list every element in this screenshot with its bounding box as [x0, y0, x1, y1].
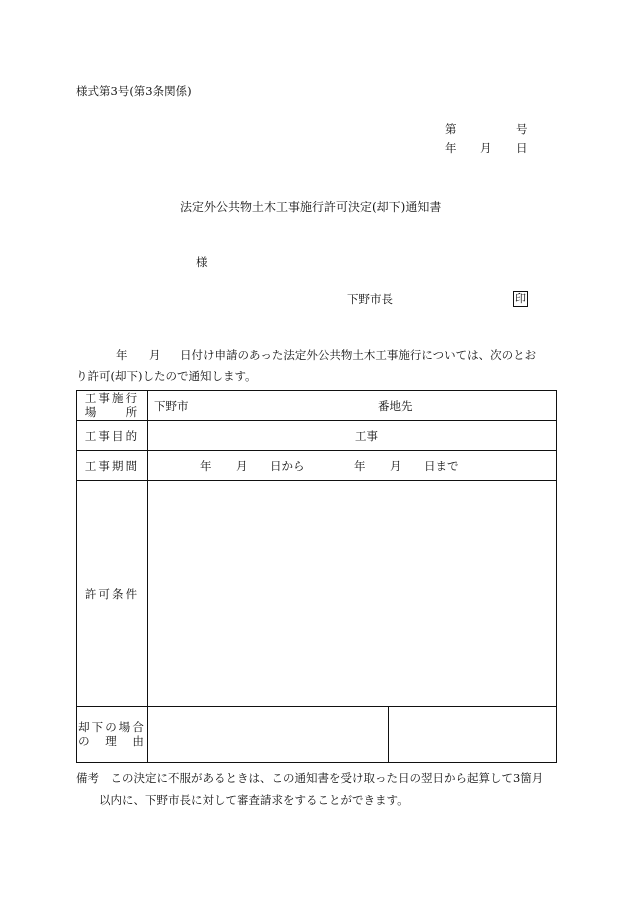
location-city: 下野市 — [154, 398, 189, 413]
permit-table — [76, 390, 557, 763]
location-label — [77, 391, 148, 421]
body-text-line2: り許可(却下)したので通知します。 — [76, 369, 257, 383]
date-month: 月 — [480, 141, 492, 155]
table-row — [77, 391, 557, 421]
issuer-name: 下野市長 — [347, 292, 393, 306]
period-to: 日まで — [424, 458, 459, 473]
period-from: 日から — [270, 458, 305, 473]
period-year-start: 年 — [200, 458, 212, 473]
location-banchi: 番地先 — [378, 398, 413, 413]
conditions-field[interactable] — [148, 481, 557, 707]
purpose-label: 工事目的 — [77, 421, 148, 451]
body-text: 日付け申請のあった法定外公共物土木工事施行については、次のとお — [180, 348, 537, 362]
location-field[interactable] — [148, 391, 557, 421]
remarks-line2: 以内に、下野市長に対して審査請求をすることができます。 — [99, 793, 409, 807]
document-title: 法定外公共物土木工事施行許可決定(却下)通知書 — [180, 200, 442, 214]
remarks-line1: 備考 この決定に不服があるときは、この通知書を受け取った日の翌日から起算して3箇月 — [76, 771, 544, 785]
table-row — [77, 421, 557, 451]
document-number-prefix: 第 — [445, 122, 457, 136]
table-row — [77, 707, 557, 763]
rejection-label-line1: 却下の場合 — [78, 720, 146, 735]
body-year: 年 — [116, 348, 128, 362]
purpose-value: 工事 — [355, 428, 378, 443]
purpose-field[interactable] — [148, 421, 557, 451]
seal-mark: 印 — [515, 292, 526, 305]
addressee-suffix: 様 — [196, 255, 208, 269]
rejection-extra-field[interactable] — [389, 707, 557, 763]
period-field[interactable] — [148, 451, 557, 481]
conditions-label: 許可条件 — [77, 481, 148, 707]
rejection-label — [77, 707, 148, 763]
table-row — [77, 481, 557, 707]
period-month-start: 月 — [236, 458, 248, 473]
rejection-reason-field[interactable] — [148, 707, 389, 763]
document-number-suffix: 号 — [516, 122, 528, 136]
date-year: 年 — [445, 141, 457, 155]
period-label: 工事期間 — [77, 451, 148, 481]
period-year-end: 年 — [354, 458, 366, 473]
rejection-label-line2: の 理 由 — [78, 733, 146, 748]
date-day: 日 — [516, 141, 528, 155]
form-number: 様式第3号(第3条関係) — [76, 84, 192, 98]
body-month: 月 — [149, 348, 161, 362]
period-month-end: 月 — [390, 458, 402, 473]
location-label-line1: 工事施行 — [84, 391, 140, 406]
location-label-line2: 場 所 — [84, 404, 140, 419]
table-row — [77, 451, 557, 481]
